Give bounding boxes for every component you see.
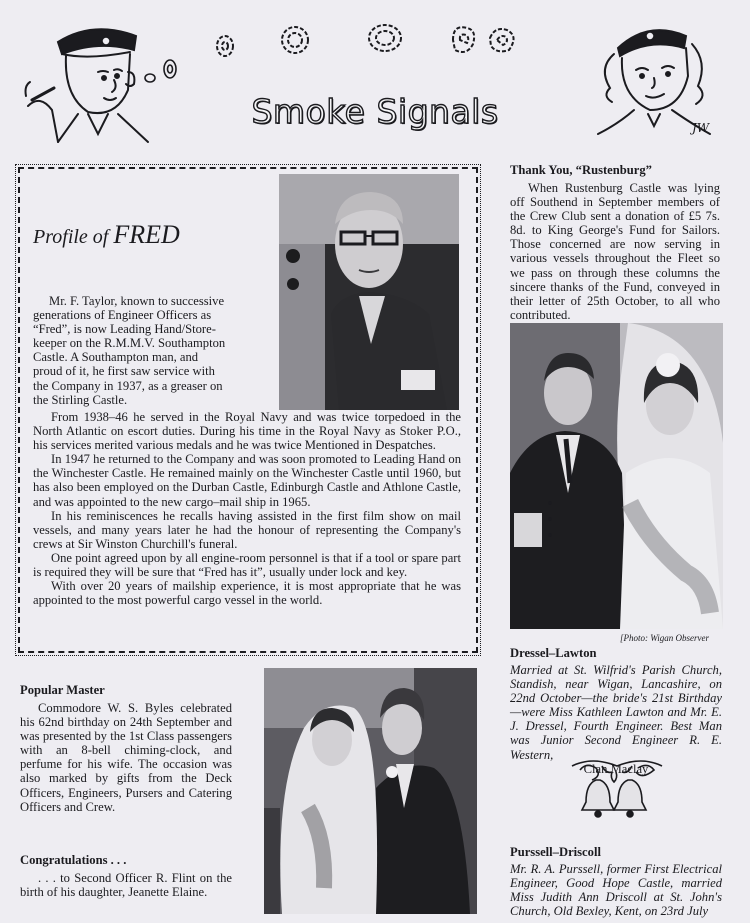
popular-master-section xyxy=(20,683,232,814)
profile-lead-line: the Stirling Castle. xyxy=(33,392,128,407)
masthead xyxy=(0,0,750,150)
sailor-smoking-illustration xyxy=(18,14,208,144)
profile-lead-line: Castle. A Southampton man, and xyxy=(33,350,199,365)
profile-heading-prefix: Profile of xyxy=(33,226,109,248)
smoke-rings-decoration xyxy=(205,14,535,74)
dressel-lawton-section xyxy=(510,646,722,776)
artist-signature: JW xyxy=(692,121,710,135)
profile-paragraph: In 1947 he returned to the Company and was soon promoted to Leading Hand on the Winchester Castle. He remained mainly on the Winchester Castle until 1960, but has also been employed on the Durban Castle, Edinburgh Castle and Athlone Castle, and was appointed to the new cargo–mail ship in 1965. xyxy=(33,452,461,509)
profile-paragraph: With over 20 years of mailship experience, it is most appropriate that he was appointed to the most powerful cargo vessel in the world. xyxy=(33,579,461,608)
purssell-driscoll-wedding-photo xyxy=(264,668,477,914)
thank-you-section xyxy=(510,163,720,322)
profile-paragraph: From 1938–46 he served in the Royal Navy and was twice torpedoed in the North Atlantic on escort duties. During his time in the Royal Navy as Stoker P.O., his services merited various medals and he was twice Mentioned in Despatches. xyxy=(33,410,461,453)
profile-lead-line: proud of it, he first saw service with xyxy=(33,364,215,379)
profile-paragraph: In his reminiscences he recalls having assisted in the first film show on mail vessels, and many years later he had the honour of representing the Company's crews at Sir Winston Churchill's funeral. xyxy=(33,508,461,551)
photo-credit: [Photo: Wigan Observer xyxy=(620,633,709,643)
popular-master-body: Commodore W. S. Byles celebrated his 62nd birthday on 24th September and was presented by the 1st Class passengers with an 8-bell chiming-clock, and perfume for his wife. The occasion was also marked by gifts from the Deck Officers, Engineers, Pursers and Catering Officers and Crew. xyxy=(20,701,232,814)
congratulations-section xyxy=(20,853,232,899)
wedding-bells-icon xyxy=(562,758,672,822)
dressel-lawton-wedding-photo xyxy=(510,323,723,629)
congratulations-body: . . . to Second Officer R. Flint on the birth of his daughter, Jeanette Elaine. xyxy=(20,871,232,900)
dressel-lawton-heading: Dressel–Lawton xyxy=(510,646,597,660)
thank-you-body: When Rustenburg Castle was lying off Southend in September members of the Crew Club sent a donation of £5 7s. 8d. to King George's Fund for Sailors. Those concerned are now serving in various vessels throughout the Fleet so we pass on through these columns the sincere thanks of the Fund, conveyed in their letter of 25th October, to all who contributed. xyxy=(510,181,720,322)
congratulations-heading: Congratulations . . . xyxy=(20,853,127,867)
profile-heading xyxy=(33,220,180,250)
profile-lead-line: Mr. F. Taylor, known to successive xyxy=(49,294,225,308)
profile-paragraph: One point agreed upon by all engine-room personnel is that if a tool or spare part is required they will be sure that “Fred has it”, usually under lock and key. xyxy=(33,550,461,580)
dressel-lawton-ship: Clan Maclay xyxy=(583,761,649,776)
purssell-driscoll-section xyxy=(510,845,722,918)
profile-lead-line: keeper on the R.M.M.V. Southampton xyxy=(33,336,226,351)
thank-you-heading: Thank You, “Rustenburg” xyxy=(510,163,652,177)
profile-lead-line: generations of Engineer Officers as xyxy=(33,308,212,323)
profile-body xyxy=(33,410,461,607)
profile-lead-line: “Fred”, is now Leading Hand/Store- xyxy=(33,322,216,337)
masthead-title: Smoke Signals xyxy=(251,92,499,131)
fred-portrait-photo xyxy=(279,174,459,410)
purssell-driscoll-body: Mr. R. A. Purssell, former First Electrical Engineer, Good Hope Castle, married Miss Judith Ann Driscoll at St. John's Church, Old Bexley, Kent, on 23rd July xyxy=(510,862,722,919)
dressel-lawton-body: Married at St. Wilfrid's Parish Church, Standish, near Wigan, Lancashire, on 22nd October—the bride's 21st Birthday—were Miss Kathleen Lawton and Mr. E. J. Dressel, Fourth Engineer. Best Man was Junior Second Engineer R. E. Western, xyxy=(510,663,722,762)
profile-lead-line: the Company in 1937, as a greaser on xyxy=(33,378,223,393)
girl-illustration xyxy=(588,14,738,140)
profile-heading-name: FRED xyxy=(113,220,180,249)
popular-master-heading: Popular Master xyxy=(20,683,105,697)
purssell-driscoll-heading: Purssell–Driscoll xyxy=(510,845,601,859)
profile-lead xyxy=(33,294,277,407)
